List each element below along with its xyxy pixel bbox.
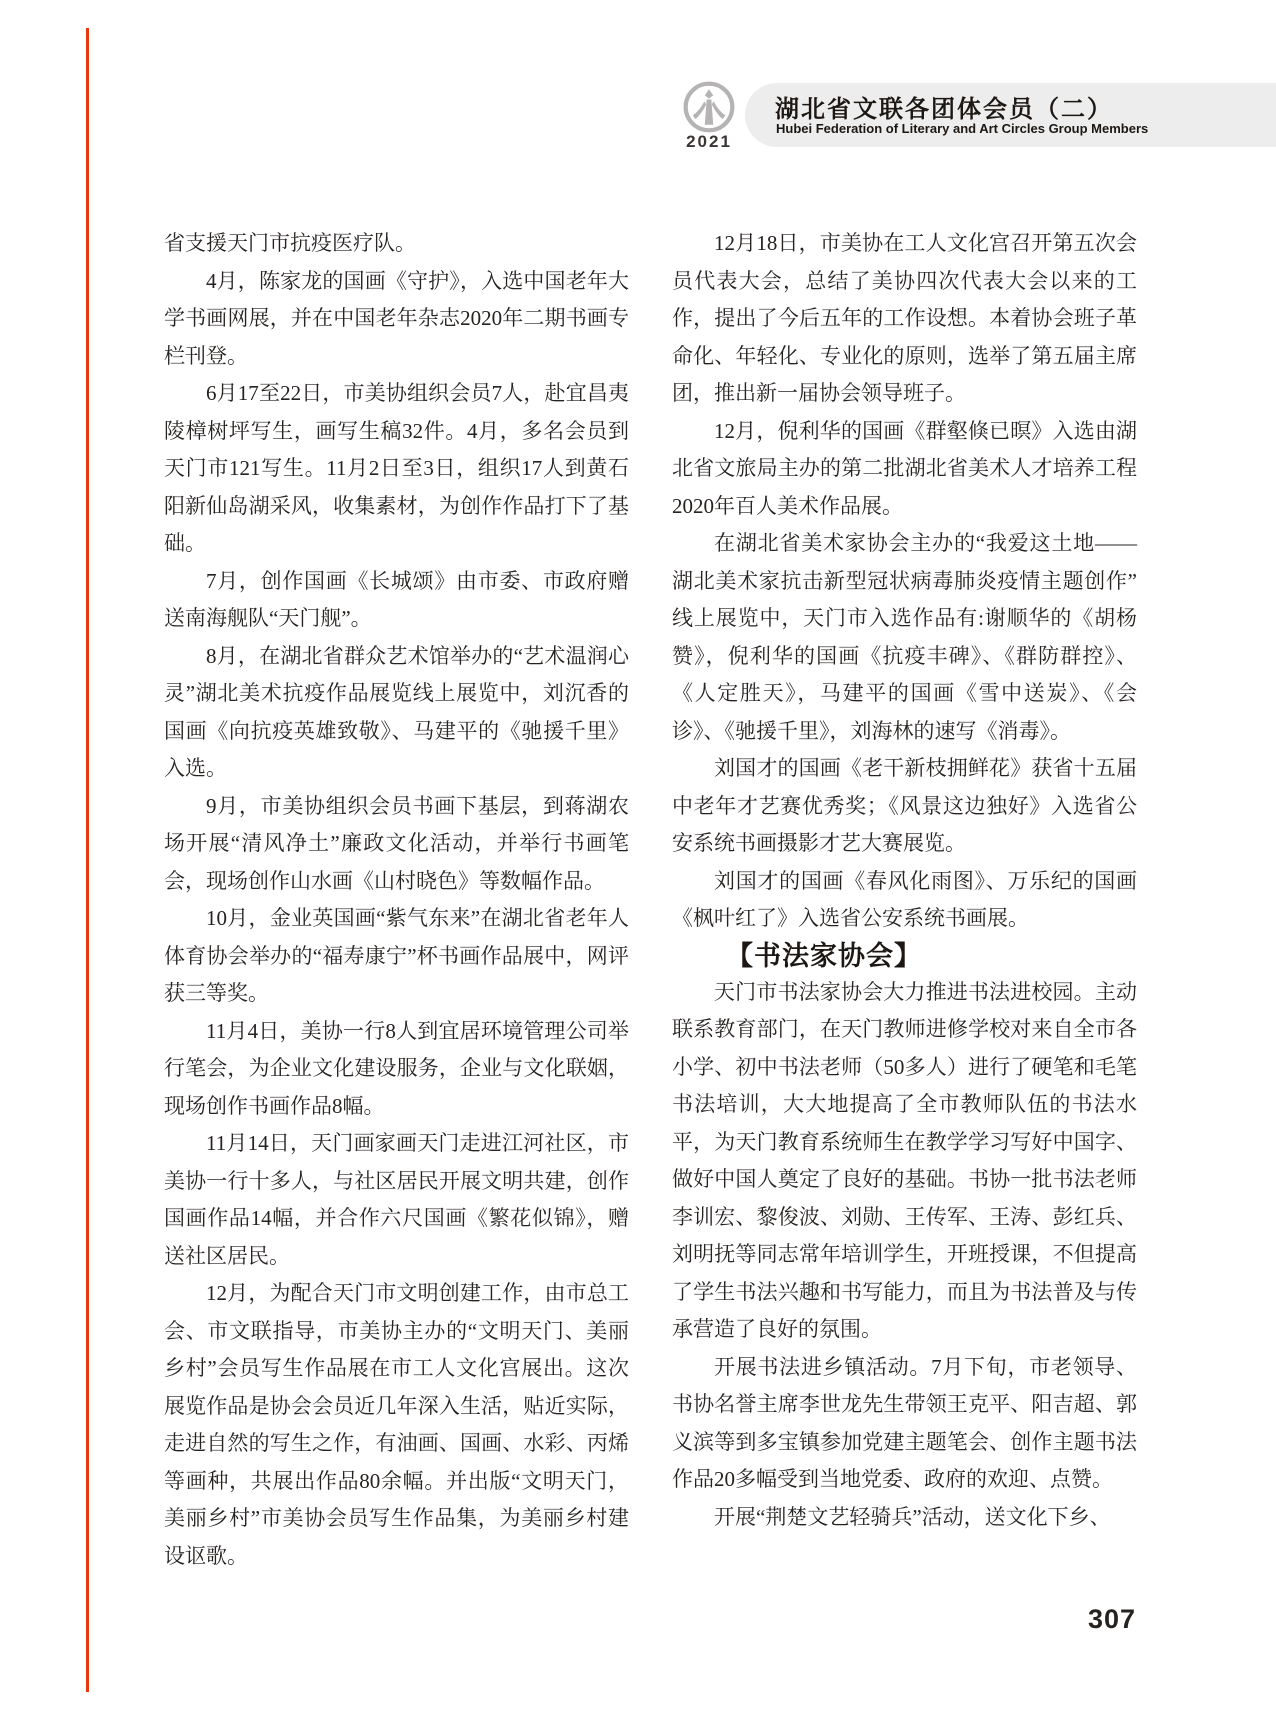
paragraph: 11月14日，天门画家画天门走进江河社区，市美协一行十多人，与社区居民开展文明共建，创作国画作品14幅，并合作六尺国画《繁花似锦》，赠送社区居民。 bbox=[164, 1131, 629, 1268]
paragraph: 12月18日，市美协在工人文化宫召开第五次会员代表大会，总结了美协四次代表大会以来的工作，提出了今后五年的工作设想。本着协会班子革命化、年轻化、专业化的原则，选举了第五届主席团，推出新一届协会领导班子。 bbox=[672, 231, 1137, 405]
edition-year: 2021 bbox=[686, 132, 732, 151]
paragraph: 开展“荆楚文艺轻骑兵”活动，送文化下乡、 bbox=[714, 1504, 1111, 1529]
paragraph: 天门市书法家协会大力推进书法进校园。主动联系教育部门，在天门教师进修学校对来自全市各小学、初中书法老师（50多人）进行了硬笔和毛笔书法培训，大大地提高了全市教师队伍的书法水平，为天门教育系统师生在教学学习写好中国字、做好中国人奠定了良好的基础。书协一批书法老师李训宏、黎俊波、刘勋、王传军、王涛、彭红兵、刘明抚等同志常年培训学生，开班授课，不但提高了学生书法兴趣和书写能力，而且为书法普及与传承营造了良好的氛围。 bbox=[672, 979, 1137, 1341]
paragraph: 8月，在湖北省群众艺术馆举办的“艺术温润心灵”湖北美术抗疫作品展览线上展览中，刘沉香的国画《向抗疫英雄致敬》、马建平的《驰援千里》入选。 bbox=[164, 643, 629, 780]
paragraph: 11月4日，美协一行8人到宜居环境管理公司举行笔会，为企业文化建设服务，企业与文化联姻，现场创作书画作品8幅。 bbox=[164, 1018, 629, 1118]
paragraph: 刘国才的国画《老干新枝拥鲜花》获省十五届中老年才艺赛优秀奖；《风景这边独好》入选省公安系统书画摄影才艺大赛展览。 bbox=[672, 756, 1137, 855]
right-text-column bbox=[672, 225, 1137, 1536]
paragraph: 10月，金业英国画“紫气东来”在湖北省老年人体育协会举办的“福寿康宁”杯书画作品展中，网评获三等奖。 bbox=[164, 906, 629, 1005]
left-margin-rule bbox=[86, 28, 89, 1692]
page-title: 湖北省文联各团体会员（二） bbox=[775, 96, 1113, 123]
page-number: 307 bbox=[1088, 1604, 1137, 1634]
paragraph: 12月，倪利华的国画《群壑倏已暝》入选由湖北省文旅局主办的第二批湖北省美术人才培养工程2020年百人美术作品展。 bbox=[672, 418, 1137, 518]
paragraph: 12月，为配合天门市文明创建工作，由市总工会、市文联指导，市美协主办的“文明天门、美丽乡村”会员写生作品展在市工人文化宫展出。这次展览作品是协会会员近几年深入生活，贴近实际，走进自然的写生之作，有油画、国画、水彩、丙烯等画种，共展出作品80余幅。并出版“文明天门，美丽乡村”市美协会员写生作品集，为美丽乡村建设讴歌。 bbox=[164, 1281, 629, 1568]
paragraph: 刘国才的国画《春风化雨图》、万乐纪的国画《枫叶红了》入选省公安系统书画展。 bbox=[672, 868, 1137, 930]
paragraph: 4月，陈家龙的国画《守护》，入选中国老年大学书画网展，并在中国老年杂志2020年二期书画专栏刊登。 bbox=[164, 268, 629, 368]
federation-logo-icon bbox=[681, 79, 737, 135]
paragraph: 开展书法进乡镇活动。7月下旬，市老领导、书协名誉主席李世龙先生带领王克平、阳吉超、郭义滨等到多宝镇参加党建主题笔会、创作主题书法作品20多幅受到当地党委、政府的欢迎、点赞。 bbox=[672, 1354, 1137, 1491]
paragraph: 6月17至22日，市美协组织会员7人，赴宜昌夷陵樟树坪写生，画写生稿32件。4月，多名会员到天门市121写生。11月2日至3日，组织17人到黄石阳新仙岛湖采风，收集素材，为创作作品打下了基础。 bbox=[164, 381, 629, 555]
section-heading-calligraphers-association: 【书法家协会】 bbox=[726, 940, 922, 971]
paragraph: 7月，创作国画《长城颂》由市委、市政府赠送南海舰队“天门舰”。 bbox=[164, 568, 629, 630]
page-title-english: Hubei Federation of Literary and Art Circles Group Members bbox=[776, 121, 1149, 136]
paragraph: 省支援天门市抗疫医疗队。 bbox=[164, 231, 416, 255]
paragraph: 在湖北省美术家协会主办的“我爱这土地——湖北美术家抗击新型冠状病毒肺炎疫情主题创作”线上展览中，天门市入选作品有:谢顺华的《胡杨赞》，倪利华的国画《抗疫丰碑》、《群防群控》、《人定胜天》，马建平的国画《雪中送炭》、《会诊》、《驰援千里》，刘海林的速写《消毒》。 bbox=[672, 531, 1137, 743]
left-text-column bbox=[164, 225, 629, 1575]
paragraph: 9月，市美协组织会员书画下基层，到蒋湖农场开展“清风净土”廉政文化活动，并举行书画笔会，现场创作山水画《山村晓色》等数幅作品。 bbox=[164, 793, 629, 893]
header-title-band bbox=[745, 83, 1276, 147]
